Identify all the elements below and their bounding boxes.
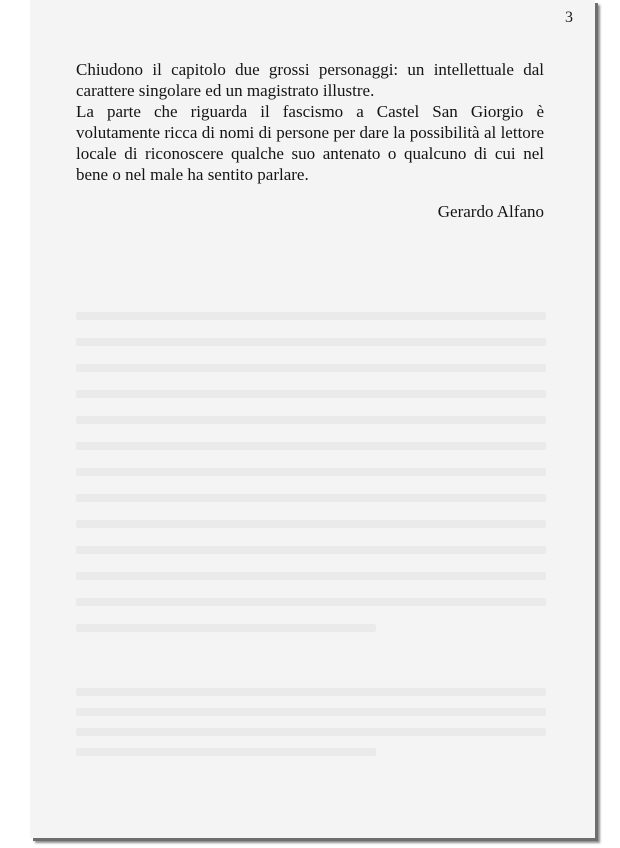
show-through-line [76, 494, 546, 502]
show-through-line [76, 546, 546, 554]
show-through-line [76, 520, 546, 528]
show-through-line [76, 708, 546, 716]
show-through-line [76, 572, 546, 580]
show-through-line [76, 688, 546, 696]
show-through-line [76, 364, 546, 372]
page-number: 3 [565, 9, 573, 26]
show-through-line [76, 442, 546, 450]
show-through-line [76, 728, 546, 736]
paragraph: Chiudono il capitolo due grossi personaggi: un intellettuale dal carattere singolare ed un magistrato illustre. [76, 60, 544, 100]
show-through-line [76, 338, 546, 346]
show-through-line [76, 416, 546, 424]
show-through-line [76, 468, 546, 476]
paragraph: La parte che riguarda il fascismo a Castel San Giorgio è volutamente ricca di nomi di persone per dare la possibilità al lettore locale di riconoscere qualche suo antenato o qualcuno di cui nel bene o nel male ha sentito parlare. [76, 102, 544, 184]
show-through-line [76, 624, 376, 632]
body-text [76, 59, 544, 222]
author-signature: Gerardo Alfano [437, 202, 544, 221]
book-page [30, 0, 595, 838]
show-through-line [76, 390, 546, 398]
show-through-line [76, 598, 546, 606]
show-through-line [76, 748, 376, 756]
show-through-line [76, 312, 546, 320]
